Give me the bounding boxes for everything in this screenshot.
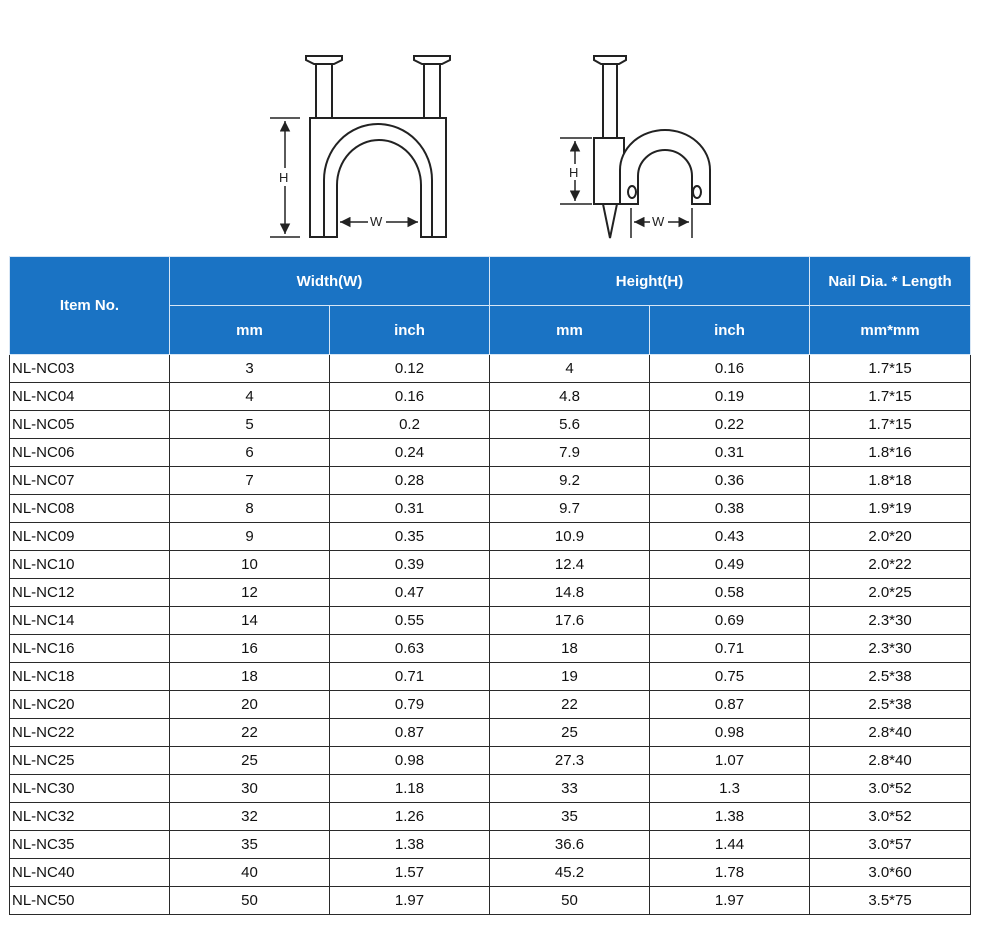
cell-height-mm: 4.8 [490, 383, 650, 411]
cell-height-inch: 0.43 [650, 523, 810, 551]
cell-width-inch: 1.18 [330, 775, 490, 803]
cell-height-inch: 0.38 [650, 495, 810, 523]
cell-nail: 3.5*75 [810, 887, 971, 915]
cell-item: NL-NC14 [10, 607, 170, 635]
cell-height-inch: 0.36 [650, 467, 810, 495]
single-nail-shank [603, 62, 617, 138]
cell-height-inch: 0.19 [650, 383, 810, 411]
cell-height-inch: 0.31 [650, 439, 810, 467]
hook-right-nub [693, 186, 701, 198]
header-nail: Nail Dia. * Length [810, 257, 971, 306]
cell-item: NL-NC35 [10, 831, 170, 859]
cell-height-mm: 22 [490, 691, 650, 719]
cell-item: NL-NC07 [10, 467, 170, 495]
cell-item: NL-NC10 [10, 551, 170, 579]
cell-height-inch: 0.75 [650, 663, 810, 691]
cell-height-inch: 1.97 [650, 887, 810, 915]
cell-width-mm: 50 [170, 887, 330, 915]
cell-width-mm: 16 [170, 635, 330, 663]
cell-item: NL-NC18 [10, 663, 170, 691]
cell-item: NL-NC22 [10, 719, 170, 747]
left-h-label: H [279, 170, 289, 185]
cell-nail: 1.7*15 [810, 411, 971, 439]
cell-width-mm: 5 [170, 411, 330, 439]
cell-width-mm: 18 [170, 663, 330, 691]
table-row [10, 355, 971, 383]
cell-item: NL-NC32 [10, 803, 170, 831]
cell-width-inch: 0.16 [330, 383, 490, 411]
cell-item: NL-NC40 [10, 859, 170, 887]
cell-nail: 2.5*38 [810, 691, 971, 719]
cell-height-inch: 1.78 [650, 859, 810, 887]
table-row [10, 691, 971, 719]
cell-width-inch: 1.26 [330, 803, 490, 831]
cell-height-inch: 1.38 [650, 803, 810, 831]
cell-nail: 2.5*38 [810, 663, 971, 691]
cell-width-inch: 0.35 [330, 523, 490, 551]
cell-nail: 1.8*18 [810, 467, 971, 495]
cell-width-mm: 10 [170, 551, 330, 579]
cell-item: NL-NC16 [10, 635, 170, 663]
cell-nail: 2.0*25 [810, 579, 971, 607]
table-row [10, 719, 971, 747]
spec-table-header [10, 257, 971, 355]
cell-height-inch: 0.69 [650, 607, 810, 635]
cell-width-mm: 30 [170, 775, 330, 803]
cell-width-inch: 1.57 [330, 859, 490, 887]
cell-item: NL-NC30 [10, 775, 170, 803]
right-h-label: H [569, 165, 579, 180]
cell-width-inch: 0.71 [330, 663, 490, 691]
cell-height-inch: 0.49 [650, 551, 810, 579]
header-width-inch: inch [330, 306, 490, 355]
hook-left-nub [628, 186, 636, 198]
cell-width-mm: 4 [170, 383, 330, 411]
cell-height-inch: 1.3 [650, 775, 810, 803]
header-nail-unit: mm*mm [810, 306, 971, 355]
cell-height-mm: 7.9 [490, 439, 650, 467]
cell-height-mm: 25 [490, 719, 650, 747]
table-row [10, 523, 971, 551]
cell-nail: 3.0*52 [810, 775, 971, 803]
right-w-label: W [652, 214, 665, 229]
single-nail-head [594, 56, 626, 64]
left-w-label: W [370, 214, 383, 229]
cell-width-inch: 0.63 [330, 635, 490, 663]
cell-nail: 3.0*52 [810, 803, 971, 831]
cell-height-mm: 27.3 [490, 747, 650, 775]
cell-item: NL-NC50 [10, 887, 170, 915]
cell-width-mm: 3 [170, 355, 330, 383]
single-nail-tip [603, 204, 617, 238]
cell-height-inch: 1.44 [650, 831, 810, 859]
cell-width-mm: 6 [170, 439, 330, 467]
cell-height-mm: 45.2 [490, 859, 650, 887]
cell-item: NL-NC08 [10, 495, 170, 523]
cell-width-mm: 14 [170, 607, 330, 635]
cell-nail: 1.7*15 [810, 383, 971, 411]
cell-width-mm: 32 [170, 803, 330, 831]
cell-width-mm: 40 [170, 859, 330, 887]
header-height-inch: inch [650, 306, 810, 355]
header-height-mm: mm [490, 306, 650, 355]
right-nail-shank [424, 62, 440, 118]
spec-table-body [10, 355, 971, 915]
cell-width-inch: 0.98 [330, 747, 490, 775]
cell-item: NL-NC25 [10, 747, 170, 775]
cell-width-inch: 0.28 [330, 467, 490, 495]
table-row [10, 663, 971, 691]
double-nail-clip-drawing [306, 56, 450, 237]
cell-nail: 2.3*30 [810, 607, 971, 635]
right-nail-head [414, 56, 450, 64]
table-row [10, 411, 971, 439]
cell-width-inch: 0.47 [330, 579, 490, 607]
cell-nail: 1.7*15 [810, 355, 971, 383]
table-row [10, 439, 971, 467]
cell-height-inch: 0.16 [650, 355, 810, 383]
cell-nail: 2.0*22 [810, 551, 971, 579]
cell-width-inch: 0.24 [330, 439, 490, 467]
cell-width-mm: 8 [170, 495, 330, 523]
table-row [10, 803, 971, 831]
table-row [10, 467, 971, 495]
cell-height-mm: 35 [490, 803, 650, 831]
table-row [10, 831, 971, 859]
table-row [10, 887, 971, 915]
header-item-no: Item No. [10, 257, 170, 355]
cell-width-inch: 1.97 [330, 887, 490, 915]
cell-height-mm: 17.6 [490, 607, 650, 635]
cell-height-mm: 4 [490, 355, 650, 383]
clip-diagram-svg [0, 0, 987, 255]
cell-width-mm: 7 [170, 467, 330, 495]
cell-width-inch: 0.2 [330, 411, 490, 439]
table-row [10, 859, 971, 887]
cell-width-inch: 0.55 [330, 607, 490, 635]
cell-width-inch: 1.38 [330, 831, 490, 859]
cell-height-inch: 1.07 [650, 747, 810, 775]
cell-nail: 3.0*60 [810, 859, 971, 887]
cell-item: NL-NC05 [10, 411, 170, 439]
cell-nail: 3.0*57 [810, 831, 971, 859]
table-row [10, 635, 971, 663]
left-nail-head [306, 56, 342, 64]
cell-nail: 1.8*16 [810, 439, 971, 467]
cell-width-mm: 20 [170, 691, 330, 719]
cell-width-inch: 0.12 [330, 355, 490, 383]
cell-height-inch: 0.98 [650, 719, 810, 747]
cell-width-inch: 0.79 [330, 691, 490, 719]
cell-width-mm: 22 [170, 719, 330, 747]
cell-height-mm: 18 [490, 635, 650, 663]
cell-nail: 1.9*19 [810, 495, 971, 523]
table-row [10, 775, 971, 803]
cell-nail: 2.3*30 [810, 635, 971, 663]
table-row [10, 747, 971, 775]
table-row [10, 383, 971, 411]
cell-nail: 2.8*40 [810, 719, 971, 747]
cell-width-mm: 9 [170, 523, 330, 551]
cell-height-mm: 9.7 [490, 495, 650, 523]
spec-table [9, 256, 971, 915]
cell-height-mm: 19 [490, 663, 650, 691]
cell-height-inch: 0.58 [650, 579, 810, 607]
header-width-mm: mm [170, 306, 330, 355]
cell-item: NL-NC09 [10, 523, 170, 551]
table-row [10, 607, 971, 635]
header-height: Height(H) [490, 257, 810, 306]
cell-height-inch: 0.71 [650, 635, 810, 663]
table-row [10, 551, 971, 579]
cell-item: NL-NC12 [10, 579, 170, 607]
cell-nail: 2.0*20 [810, 523, 971, 551]
cell-height-inch: 0.22 [650, 411, 810, 439]
cell-item: NL-NC06 [10, 439, 170, 467]
cell-width-mm: 12 [170, 579, 330, 607]
header-width: Width(W) [170, 257, 490, 306]
cell-width-inch: 0.39 [330, 551, 490, 579]
cell-width-mm: 35 [170, 831, 330, 859]
cell-width-mm: 25 [170, 747, 330, 775]
cell-height-mm: 36.6 [490, 831, 650, 859]
cell-height-mm: 33 [490, 775, 650, 803]
cell-height-mm: 9.2 [490, 467, 650, 495]
cell-height-mm: 10.9 [490, 523, 650, 551]
cell-height-inch: 0.87 [650, 691, 810, 719]
table-row [10, 579, 971, 607]
cell-nail: 2.8*40 [810, 747, 971, 775]
cell-item: NL-NC20 [10, 691, 170, 719]
cell-height-mm: 50 [490, 887, 650, 915]
cell-width-inch: 0.31 [330, 495, 490, 523]
cell-item: NL-NC04 [10, 383, 170, 411]
clip-diagrams [0, 0, 987, 255]
left-nail-shank [316, 62, 332, 118]
cell-height-mm: 14.8 [490, 579, 650, 607]
cell-width-inch: 0.87 [330, 719, 490, 747]
table-row [10, 495, 971, 523]
cell-height-mm: 5.6 [490, 411, 650, 439]
cell-item: NL-NC03 [10, 355, 170, 383]
cell-height-mm: 12.4 [490, 551, 650, 579]
